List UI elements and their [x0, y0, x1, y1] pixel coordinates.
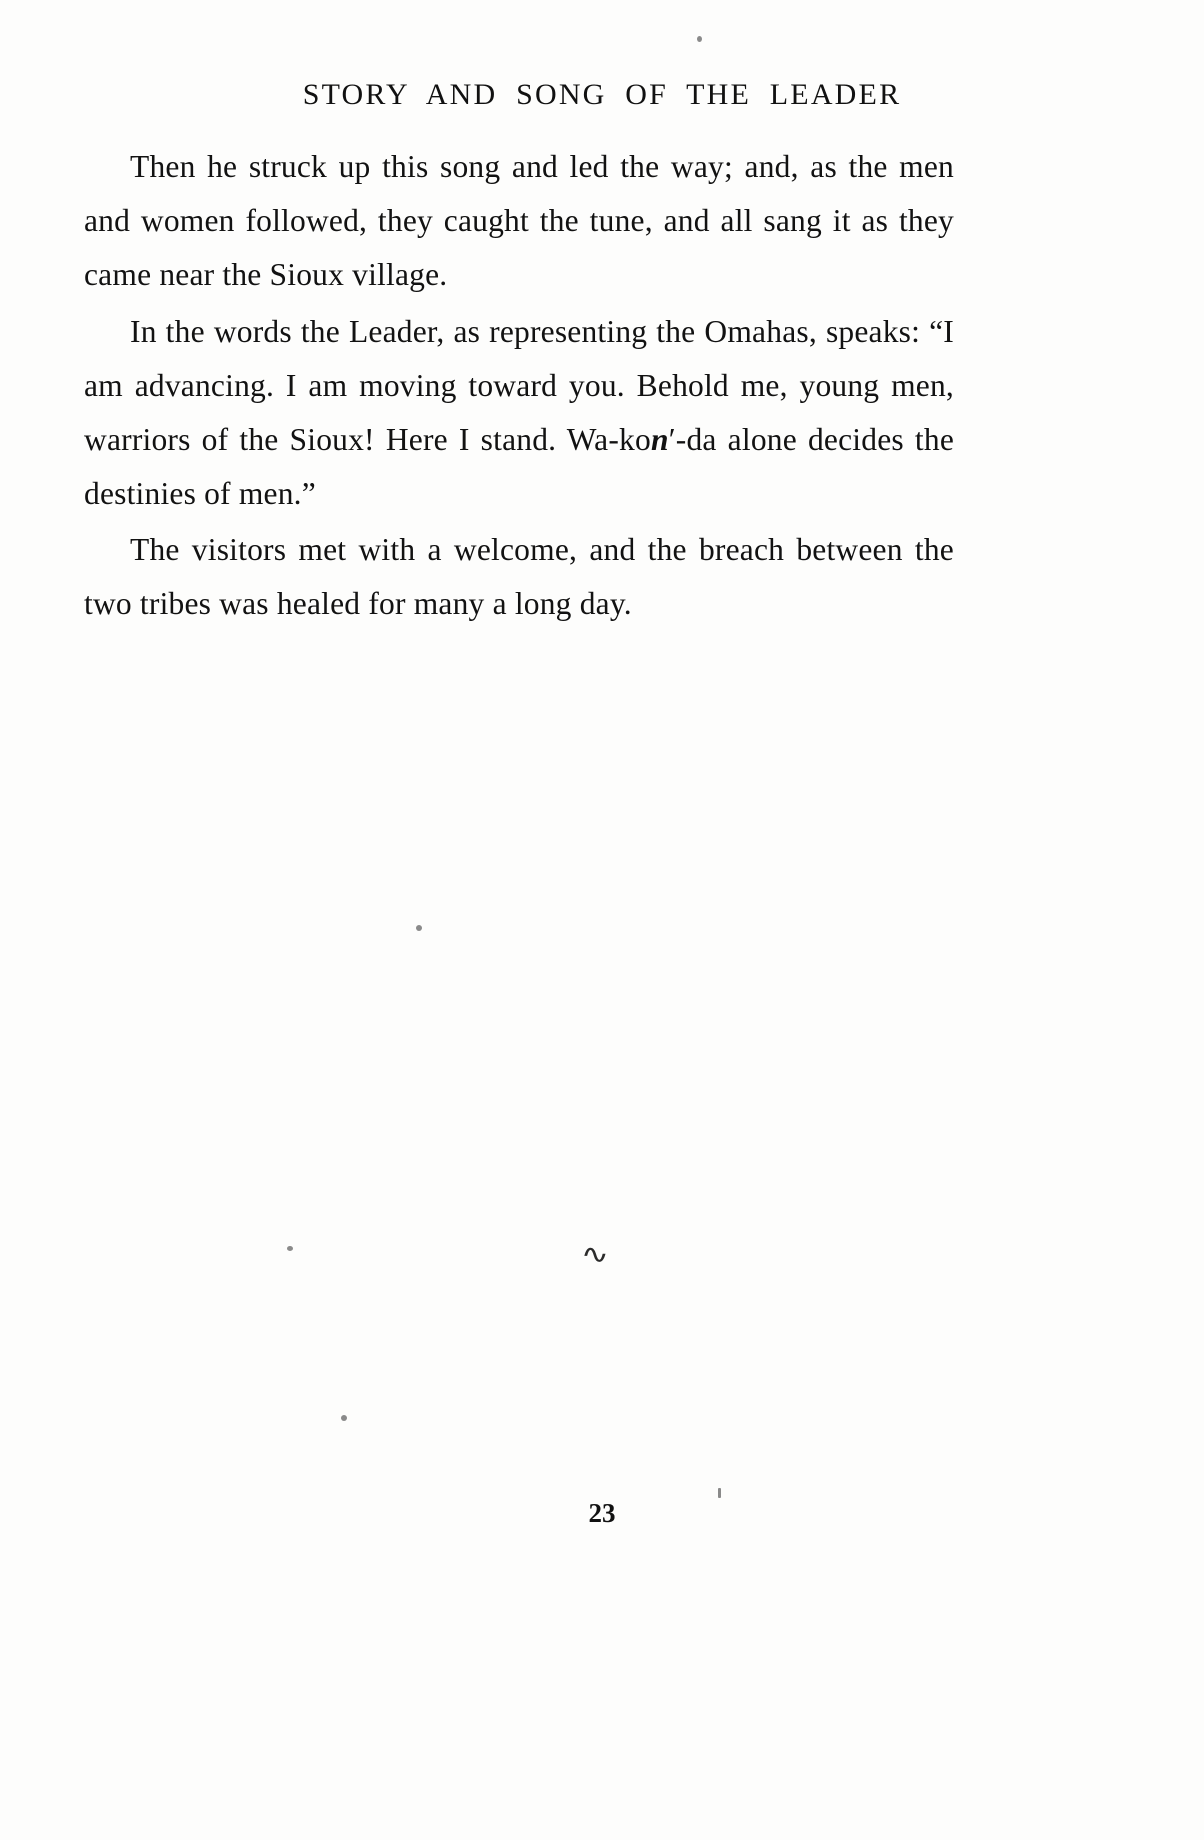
paragraph-2-text-a: In the words the Leader, as representing the Omahas, speaks: “I am advancing. I am moving toward you. Behold me, young men, warriors of the Sioux! Here I stand. Wa-ko — [84, 313, 954, 457]
dust-speck-icon — [718, 1488, 721, 1498]
dust-speck-icon — [287, 1246, 293, 1251]
dust-speck-icon — [697, 36, 702, 42]
paragraph-1: Then he struck up this song and led the way; and, as the men and women followed, they caught the tune, and all sang it as they came near the Sioux village. — [84, 149, 954, 293]
squiggle-mark-icon: ∿ — [580, 1240, 610, 1269]
page-number: 23 — [588, 1498, 616, 1528]
dust-speck-icon — [416, 925, 422, 931]
italic-n-glyph: n — [650, 421, 669, 457]
paragraph-2 — [84, 305, 954, 522]
paragraph-2-text-b: ′-da alone decides the destinies of men.” — [84, 421, 954, 512]
page-running-head: STORY AND SONG OF THE LEADER — [302, 78, 902, 111]
dust-speck-icon — [341, 1415, 347, 1421]
page-body — [84, 140, 954, 632]
paragraph-3: The visitors met with a welcome, and the breach between the two tribes was healed for many a long day. — [84, 532, 954, 622]
